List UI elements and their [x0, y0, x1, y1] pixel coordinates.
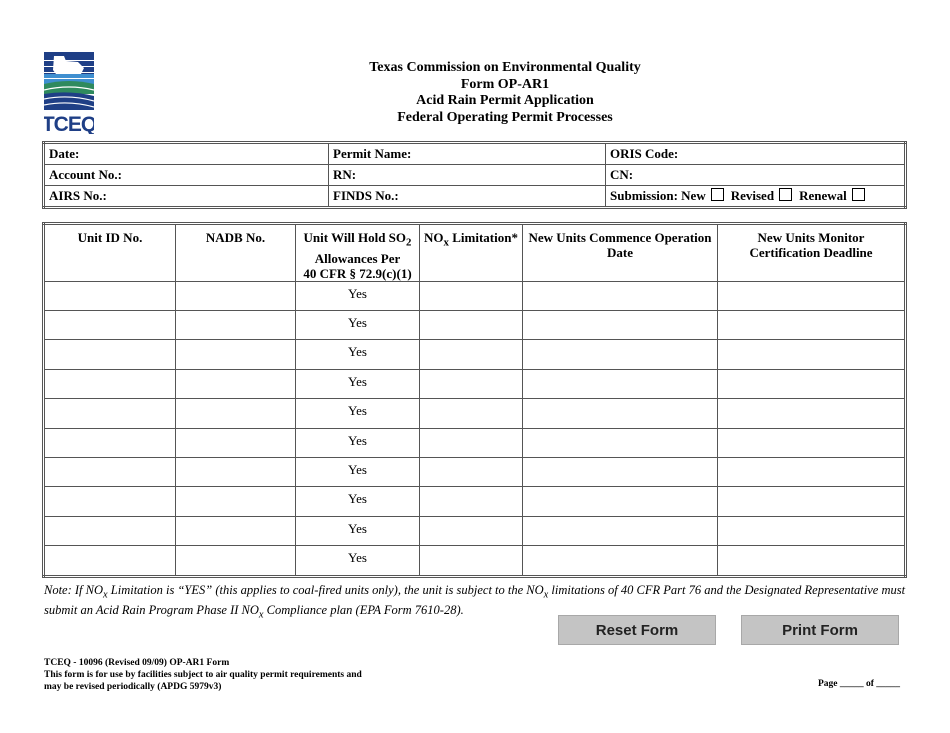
nadb-cell[interactable]	[176, 457, 296, 486]
unit-row	[44, 546, 906, 576]
revised-checkbox[interactable]	[779, 188, 792, 201]
oris-code-label: ORIS Code:	[610, 146, 679, 161]
unit-id-cell[interactable]	[44, 487, 176, 516]
unit-id-cell[interactable]	[44, 428, 176, 457]
nadb-cell[interactable]	[176, 399, 296, 428]
note-label: Note	[44, 583, 68, 597]
so2-yes-cell: Yes	[296, 428, 420, 457]
unit-id-cell[interactable]	[44, 310, 176, 339]
print-form-button[interactable]: Print Form	[741, 615, 899, 645]
finds-no-label: FINDS No.:	[333, 188, 399, 203]
col-so2-allowances	[296, 224, 420, 282]
info-row	[44, 186, 906, 208]
info-table	[42, 141, 907, 209]
nadb-cell[interactable]	[176, 428, 296, 457]
agency-title: Texas Commission on Environmental Quality	[369, 60, 641, 75]
monitor-cell[interactable]	[718, 340, 906, 369]
unit-row	[44, 340, 906, 369]
permit-name-field[interactable]	[329, 143, 606, 165]
unit-id-cell[interactable]	[44, 340, 176, 369]
col-monitor-deadline: New Units Monitor Certification Deadline	[718, 224, 906, 282]
unit-row	[44, 369, 906, 398]
info-row	[44, 165, 906, 186]
commence-cell[interactable]	[523, 428, 718, 457]
footer-form-id: TCEQ - 10096 (Revised 09/09) OP-AR1 Form	[44, 658, 230, 668]
airs-no-field[interactable]	[44, 186, 329, 208]
commence-cell[interactable]	[523, 369, 718, 398]
unit-id-cell[interactable]	[44, 399, 176, 428]
so2-yes-cell: Yes	[296, 310, 420, 339]
so2-yes-cell: Yes	[296, 516, 420, 545]
submission-field	[606, 186, 906, 208]
unit-id-cell[interactable]	[44, 516, 176, 545]
col-commence-date: New Units Commence Operation Date	[523, 224, 718, 282]
commence-cell[interactable]	[523, 487, 718, 516]
nox-cell[interactable]	[420, 428, 523, 457]
note-text-3: limitations of 40 CFR Part 76 and the Designated Representative must submit an Acid Rain Program Phase II NO	[44, 583, 906, 617]
nadb-cell[interactable]	[176, 281, 296, 310]
so2-yes-cell: Yes	[296, 399, 420, 428]
rn-label: RN:	[333, 167, 357, 182]
unit-row	[44, 310, 906, 339]
nox-header-text: NO	[424, 230, 444, 245]
unit-table-header-row	[44, 224, 906, 282]
submission-label: Submission:	[610, 188, 678, 203]
col-unit-id: Unit ID No.	[44, 224, 176, 282]
so2-header-text: Unit Will Hold SO	[303, 230, 407, 245]
monitor-cell[interactable]	[718, 487, 906, 516]
cn-field[interactable]	[606, 165, 906, 186]
commence-cell[interactable]	[523, 340, 718, 369]
so2-yes-cell: Yes	[296, 487, 420, 516]
unit-id-cell[interactable]	[44, 546, 176, 576]
monitor-cell[interactable]	[718, 281, 906, 310]
unit-id-cell[interactable]	[44, 457, 176, 486]
nox-header-suffix: Limitation*	[448, 230, 518, 245]
form-title: Acid Rain Permit Application	[416, 93, 594, 108]
unit-row	[44, 487, 906, 516]
unit-table	[42, 222, 907, 578]
nox-cell[interactable]	[420, 310, 523, 339]
note-text-4: Compliance plan (EPA Form 7610-28).	[263, 603, 464, 617]
date-label: Date:	[49, 146, 80, 161]
nadb-cell[interactable]	[176, 516, 296, 545]
form-header	[250, 60, 760, 126]
commence-cell[interactable]	[523, 399, 718, 428]
monitor-cell[interactable]	[718, 399, 906, 428]
commence-cell[interactable]	[523, 310, 718, 339]
monitor-cell[interactable]	[718, 516, 906, 545]
form-footer	[44, 657, 362, 693]
col-nox-limitation	[420, 224, 523, 282]
form-number: Form OP-AR1	[460, 76, 550, 92]
nox-subscript: x	[443, 236, 449, 249]
unit-row	[44, 457, 906, 486]
unit-row	[44, 399, 906, 428]
nox-cell[interactable]	[420, 457, 523, 486]
reset-form-button[interactable]: Reset Form	[558, 615, 716, 645]
info-row	[44, 143, 906, 165]
oris-code-field[interactable]	[606, 143, 906, 165]
footer-revision-note: may be revised periodically (APDG 5979v3)	[44, 682, 222, 692]
renewal-checkbox[interactable]	[852, 188, 865, 201]
monitor-cell[interactable]	[718, 546, 906, 576]
tceq-logo	[44, 52, 94, 134]
nadb-cell[interactable]	[176, 369, 296, 398]
note-subscript: x	[103, 589, 108, 601]
nadb-cell[interactable]	[176, 340, 296, 369]
form-subtitle: Federal Operating Permit Processes	[397, 109, 613, 125]
revised-option-label: Revised	[730, 188, 775, 203]
commence-cell[interactable]	[523, 457, 718, 486]
so2-subscript: 2	[406, 236, 412, 249]
unit-id-cell[interactable]	[44, 281, 176, 310]
so2-yes-cell: Yes	[296, 340, 420, 369]
monitor-cell[interactable]	[718, 369, 906, 398]
nadb-cell[interactable]	[176, 310, 296, 339]
col-nadb-no: NADB No.	[176, 224, 296, 282]
nox-cell[interactable]	[420, 487, 523, 516]
so2-yes-cell: Yes	[296, 281, 420, 310]
monitor-cell[interactable]	[718, 310, 906, 339]
so2-yes-cell: Yes	[296, 369, 420, 398]
commence-cell[interactable]	[523, 281, 718, 310]
so2-yes-cell: Yes	[296, 546, 420, 576]
cn-label: CN:	[610, 167, 634, 182]
logo-text: TCEQ	[44, 113, 94, 134]
account-no-field[interactable]	[44, 165, 329, 186]
nadb-cell[interactable]	[176, 487, 296, 516]
date-field[interactable]	[44, 143, 329, 165]
commence-cell[interactable]	[523, 516, 718, 545]
nox-cell[interactable]	[420, 516, 523, 545]
unit-row	[44, 516, 906, 545]
note-subscript: x	[258, 609, 264, 621]
page-number: Page _____ of _____	[817, 679, 900, 689]
note-subscript: x	[543, 589, 549, 601]
nadb-cell[interactable]	[176, 546, 296, 576]
finds-no-field[interactable]	[329, 186, 606, 208]
rn-field[interactable]	[329, 165, 606, 186]
monitor-cell[interactable]	[718, 428, 906, 457]
unit-id-cell[interactable]	[44, 369, 176, 398]
footer-usage-note: This form is for use by facilities subject to air quality permit requirements and	[44, 670, 362, 680]
tceq-logo-graphic	[44, 52, 94, 134]
nox-cell[interactable]	[420, 369, 523, 398]
commence-cell[interactable]	[523, 546, 718, 576]
note-text-2: Limitation is “YES” (this applies to coal-fired units only), the unit is subject to the NO	[107, 583, 544, 597]
so2-header-line2: Allowances Per	[314, 250, 401, 266]
unit-row	[44, 428, 906, 457]
account-no-label: Account No.:	[49, 167, 122, 182]
new-option-label: New	[681, 188, 706, 203]
so2-header-line3: 40 CFR § 72.9(c)(1)	[303, 265, 412, 281]
nox-cell[interactable]	[420, 340, 523, 369]
renewal-option-label: Renewal	[799, 188, 847, 203]
airs-no-label: AIRS No.:	[49, 188, 107, 203]
unit-row	[44, 281, 906, 310]
nox-cell[interactable]	[420, 399, 523, 428]
note-text-1: : If NO	[67, 583, 104, 597]
so2-yes-cell: Yes	[296, 457, 420, 486]
nox-cell[interactable]	[420, 281, 523, 310]
monitor-cell[interactable]	[718, 457, 906, 486]
new-checkbox[interactable]	[711, 188, 724, 201]
permit-name-label: Permit Name:	[333, 146, 412, 161]
nox-cell[interactable]	[420, 546, 523, 576]
